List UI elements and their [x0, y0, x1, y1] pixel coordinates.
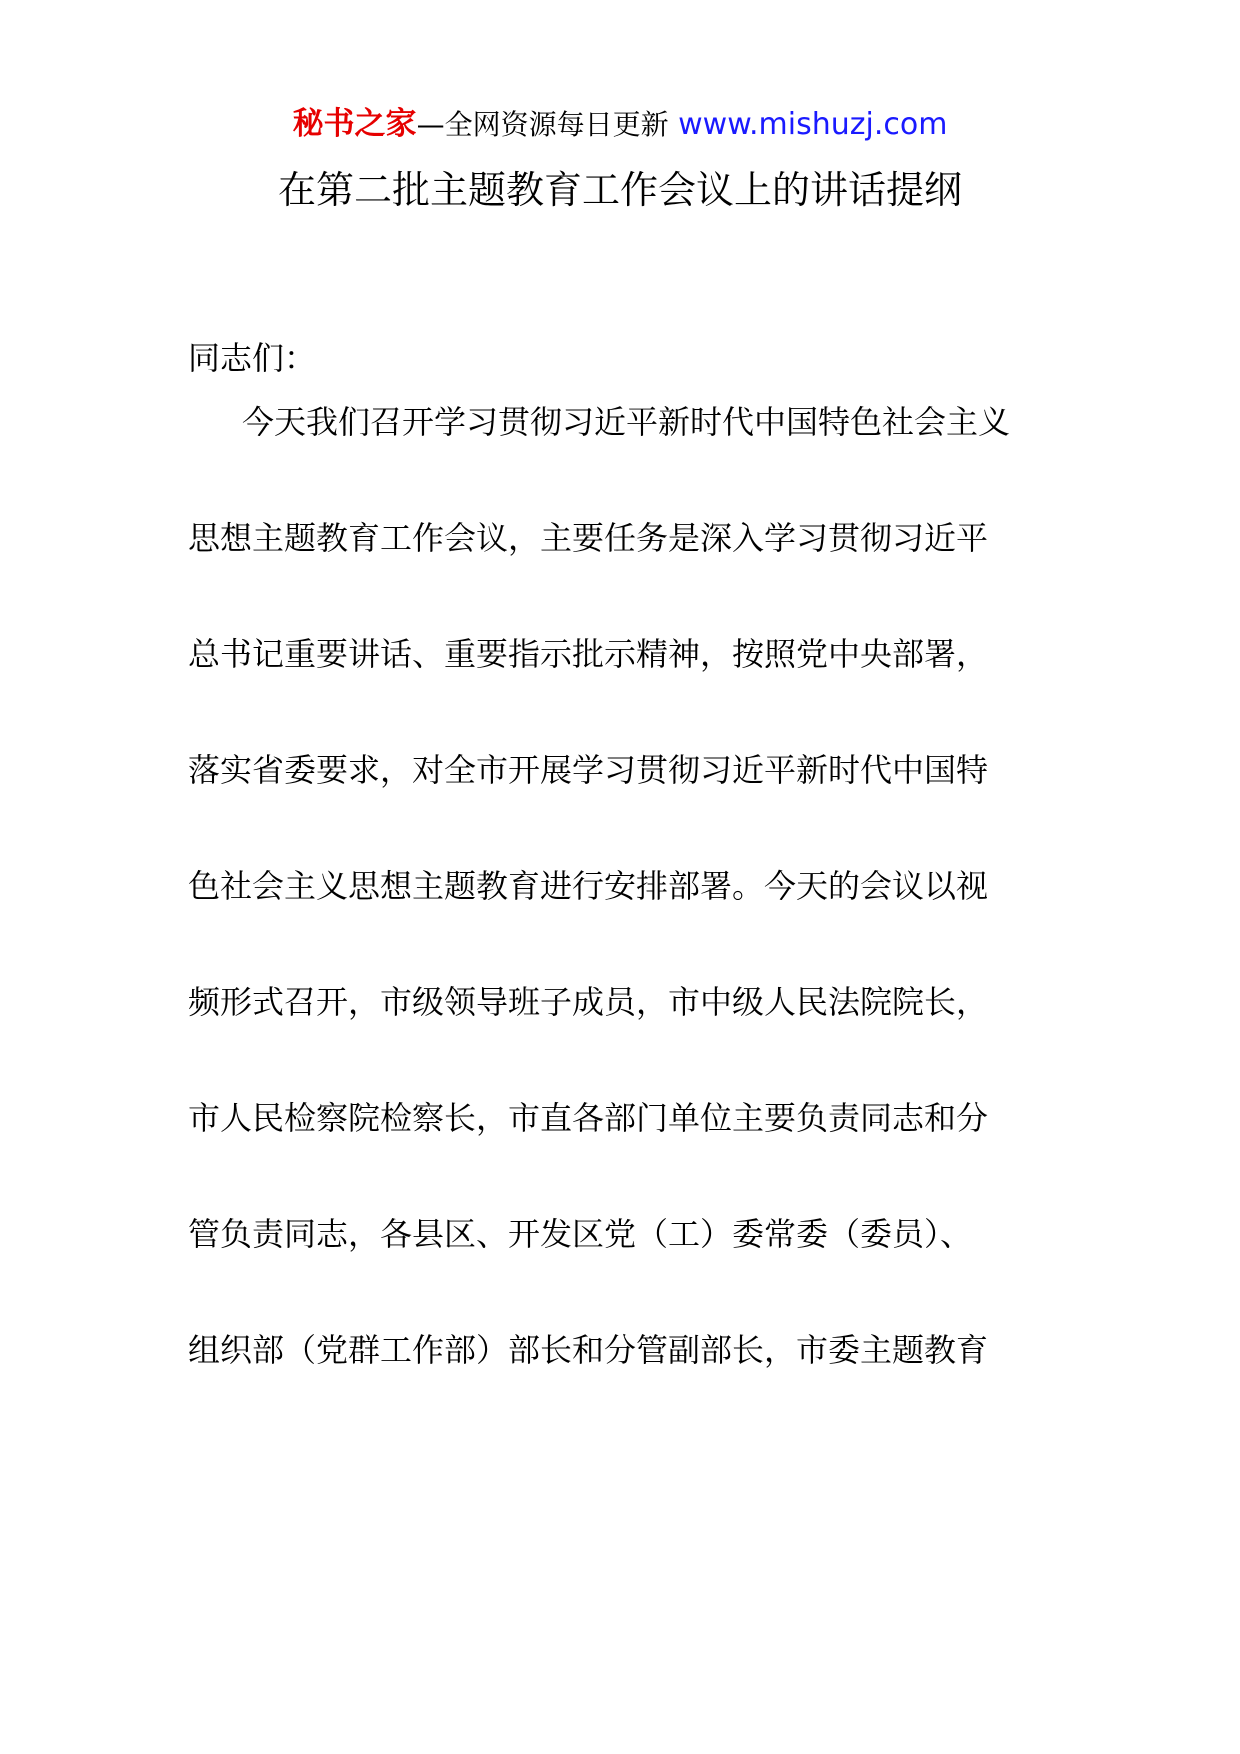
- body-line-5: 色社会主义思想主题教育进行安排部署。今天的会议以视: [188, 867, 989, 905]
- brand-name: 秘书之家: [292, 106, 417, 142]
- body-line-2: 思想主题教育工作会议，主要任务是深入学习贯彻习近平: [188, 519, 989, 557]
- document-title: 在第二批主题教育工作会议上的讲话提纲: [277, 168, 962, 212]
- body-line-6: 频形式召开，市级领导班子成员，市中级人民法院院长，: [188, 983, 989, 1021]
- body-line-1: 今天我们召开学习贯彻习近平新时代中国特色社会主义: [242, 403, 1011, 441]
- body-line-9: 组织部（党群工作部）部长和分管副部长，市委主题教育: [188, 1331, 989, 1369]
- body-line-7: 市人民检察院检察长，市直各部门单位主要负责同志和分: [188, 1099, 989, 1137]
- salutation: 同志们：: [188, 339, 317, 377]
- body-line-4: 落实省委要求，对全市开展学习贯彻习近平新时代中国特: [188, 751, 989, 789]
- body-line-3: 总书记重要讲话、重要指示批示精神，按照党中央部署，: [188, 635, 989, 673]
- site-url-link[interactable]: www.mishuzj.com: [678, 107, 948, 142]
- header-slogan: —全网资源每日更新: [416, 108, 669, 141]
- site-header: [0, 100, 1240, 149]
- body-line-8: 管负责同志，各县区、开发区党（工）委常委（委员）、: [188, 1215, 973, 1253]
